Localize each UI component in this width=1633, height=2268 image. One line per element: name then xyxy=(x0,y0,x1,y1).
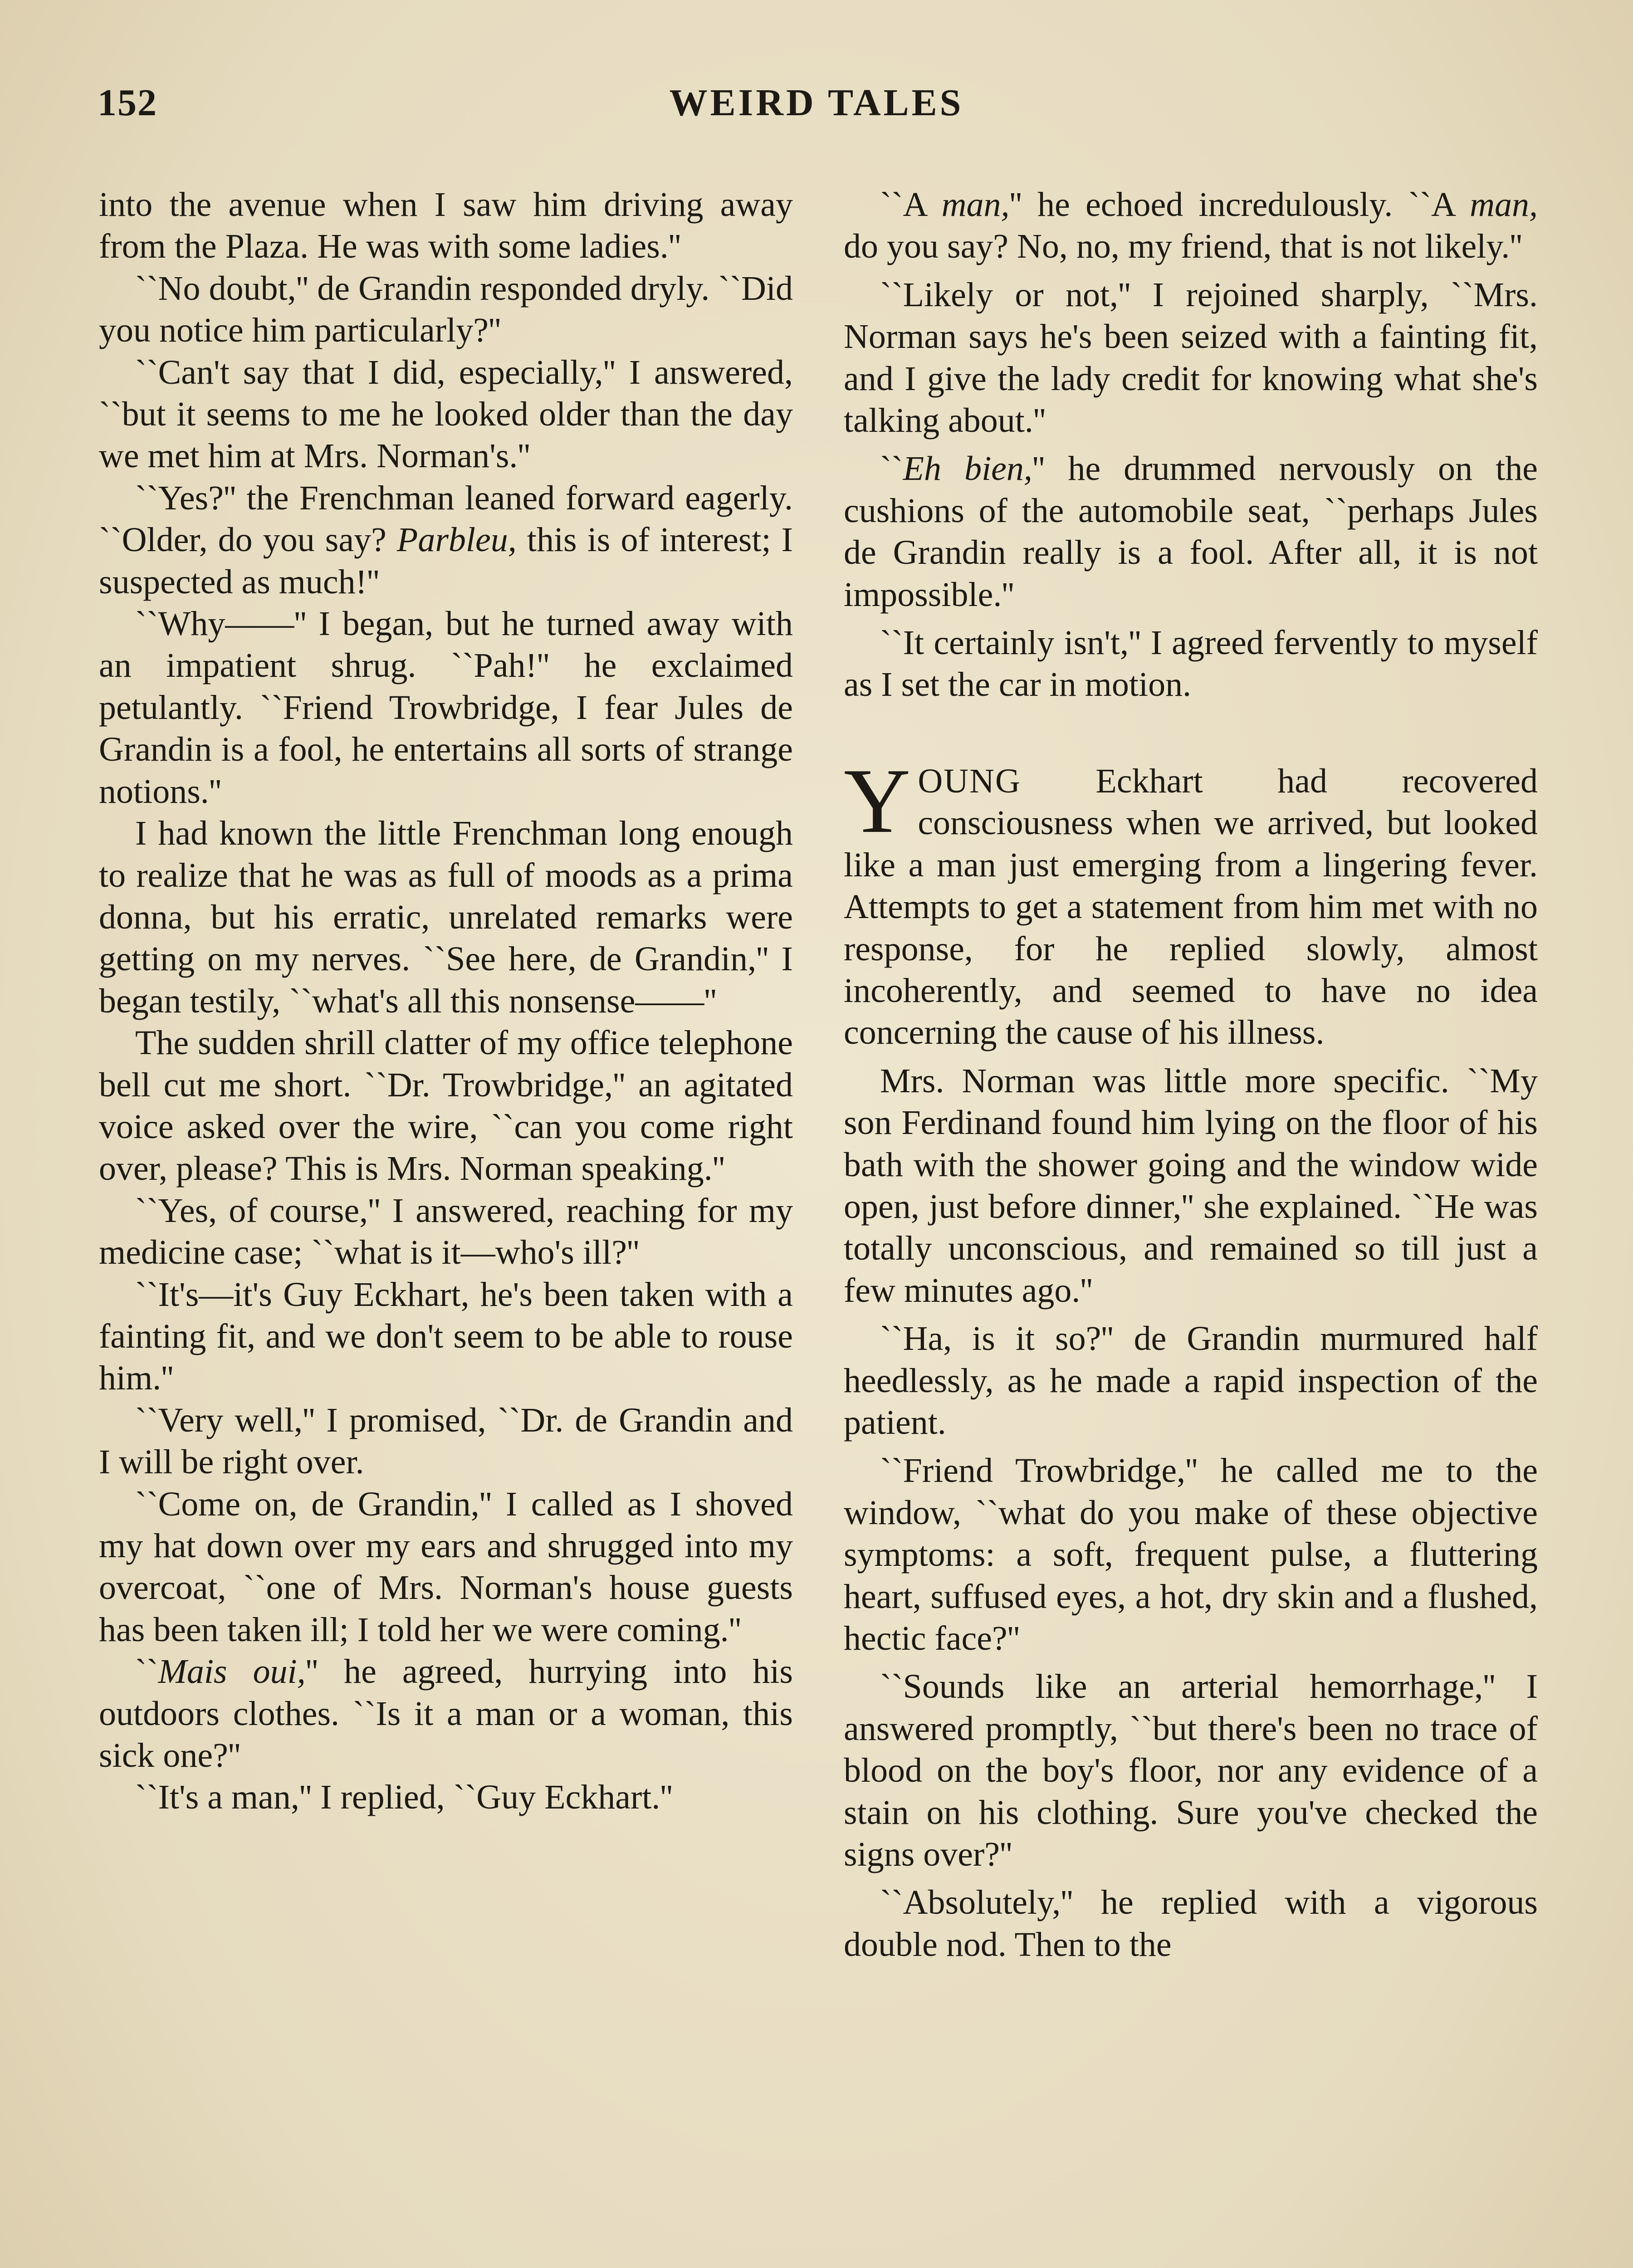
paragraph: Mrs. Norman was little more specific. ``My son Ferdinand found him lying on the floor of his bath with the shower going and the window wide open, just before dinner,'' she explained. ``He was totally unconscious, and remained so till just a few minutes ago.'' xyxy=(844,1061,1538,1310)
page-number: 152 xyxy=(98,82,157,124)
paragraph: ``Come on, de Grandin,'' I called as I shoved my hat down over my ears and shrugged into my overcoat, ``one of Mrs. Norman's house guests has been taken ill; I told her we were coming.'' xyxy=(99,1485,793,1649)
paragraph: ``Sounds like an arterial hemorrhage,'' I answered promptly, ``but there's been no trace of blood on the boy's floor, nor any evidence of a stain on his clothing. Sure you've checked the signs over?'' xyxy=(844,1667,1538,1874)
running-head: WEIRD TALES xyxy=(669,82,964,124)
section-opening-text: Eckhart had recovered consciousness when we arrived, but looked like a man just emerging from a lingering fever. Attempts to get a statement from him met with no response, for he replied slowly, almost incoherently, and seemed to have no idea concerning the cause of his illness. xyxy=(844,762,1538,1052)
paragraph: into the avenue when I saw him driving away from the Plaza. He was with some ladies.'' xyxy=(99,186,793,266)
small-caps-lead: OUNG xyxy=(918,762,1021,800)
paragraph: ``Why——'' I began, but he turned away with an impatient shrug. ``Pah!'' he exclaimed petulantly. ``Friend Trowbridge, I fear Jules de Grandin is a fool, he entertains all sorts of strange notions.'' xyxy=(99,605,793,811)
right-column xyxy=(844,184,1538,1965)
section-opening-paragraph xyxy=(844,749,1538,1054)
paragraph: ``It certainly isn't,'' I agreed fervently to myself as I set the car in motion. xyxy=(844,624,1538,704)
paragraph: ``Yes?'' the Frenchman leaned forward eagerly. ``Older, do you say? Parbleu, this is of interest; I suspected as much!'' xyxy=(99,479,793,601)
italic-phrase: Mais oui, xyxy=(158,1652,306,1691)
italic-phrase: man, xyxy=(941,186,1010,224)
paragraph: ``Absolutely,'' he replied with a vigorous double nod. Then to the xyxy=(844,1883,1538,1964)
paragraph: ``Mais oui,'' he agreed, hurrying into his outdoors clothes. ``Is it a man or a woman, this sick one?'' xyxy=(99,1652,793,1775)
paragraph: ``Likely or not,'' I rejoined sharply, ``Mrs. Norman says he's been seized with a fainting fit, and I give the lady credit for knowing what she's talking about.'' xyxy=(844,275,1538,440)
paragraph: ``Ha, is it so?'' de Grandin murmured half heedlessly, as he made a rapid inspection of the patient. xyxy=(844,1320,1538,1442)
paragraph: ``Yes, of course,'' I answered, reaching for my medicine case; ``what is it—who's ill?'' xyxy=(99,1191,793,1272)
left-column xyxy=(99,184,793,1818)
paragraph: ``Friend Trowbridge,'' he called me to the window, ``what do you make of these objective symptoms: a soft, frequent pulse, a fluttering heart, suffused eyes, a hot, dry skin and a flushed, hectic face?'' xyxy=(844,1452,1538,1657)
italic-phrase: man, xyxy=(1470,186,1538,224)
paragraph: I had known the little Frenchman long enough to realize that he was as full of moods as a prima donna, but his erratic, unrelated remarks were getting on my nerves. ``See here, de Grandin,'' I began testily, ``what's all this nonsense——'' xyxy=(99,814,793,1020)
paragraph: ``A man,'' he echoed incredulously. ``A man, do you say? No, no, my friend, that is not likely.'' xyxy=(844,186,1538,266)
paragraph: ``Very well,'' I promised, ``Dr. de Grandin and I will be right over. xyxy=(99,1401,793,1481)
paragraph: ``No doubt,'' de Grandin responded dryly. ``Did you notice him particularly?'' xyxy=(99,269,793,350)
paragraph: ``Eh bien,'' he drummed nervously on the cushions of the automobile seat, ``perhaps Jules de Grandin really is a fool. After all, it is not impossible.'' xyxy=(844,450,1538,614)
paragraph: ``It's—it's Guy Eckhart, he's been taken with a fainting fit, and we don't seem to be able to rouse him.'' xyxy=(99,1275,793,1398)
paragraph: ``It's a man,'' I replied, ``Guy Eckhart.'' xyxy=(135,1778,673,1817)
paragraph: The sudden shrill clatter of my office telephone bell cut me short. ``Dr. Trowbridge,'' an agitated voice asked over the wire, ``can you come right over, please? This is Mrs. Norman speaking.'' xyxy=(99,1024,793,1188)
italic-phrase: Parbleu, xyxy=(396,521,517,559)
italic-phrase: Eh bien, xyxy=(903,450,1032,488)
page-header xyxy=(98,81,1535,131)
paragraph: ``Can't say that I did, especially,'' I answered, ``but it seems to me he looked older than the day we met him at Mrs. Norman's.'' xyxy=(99,353,793,475)
drop-cap: Y xyxy=(844,749,911,852)
